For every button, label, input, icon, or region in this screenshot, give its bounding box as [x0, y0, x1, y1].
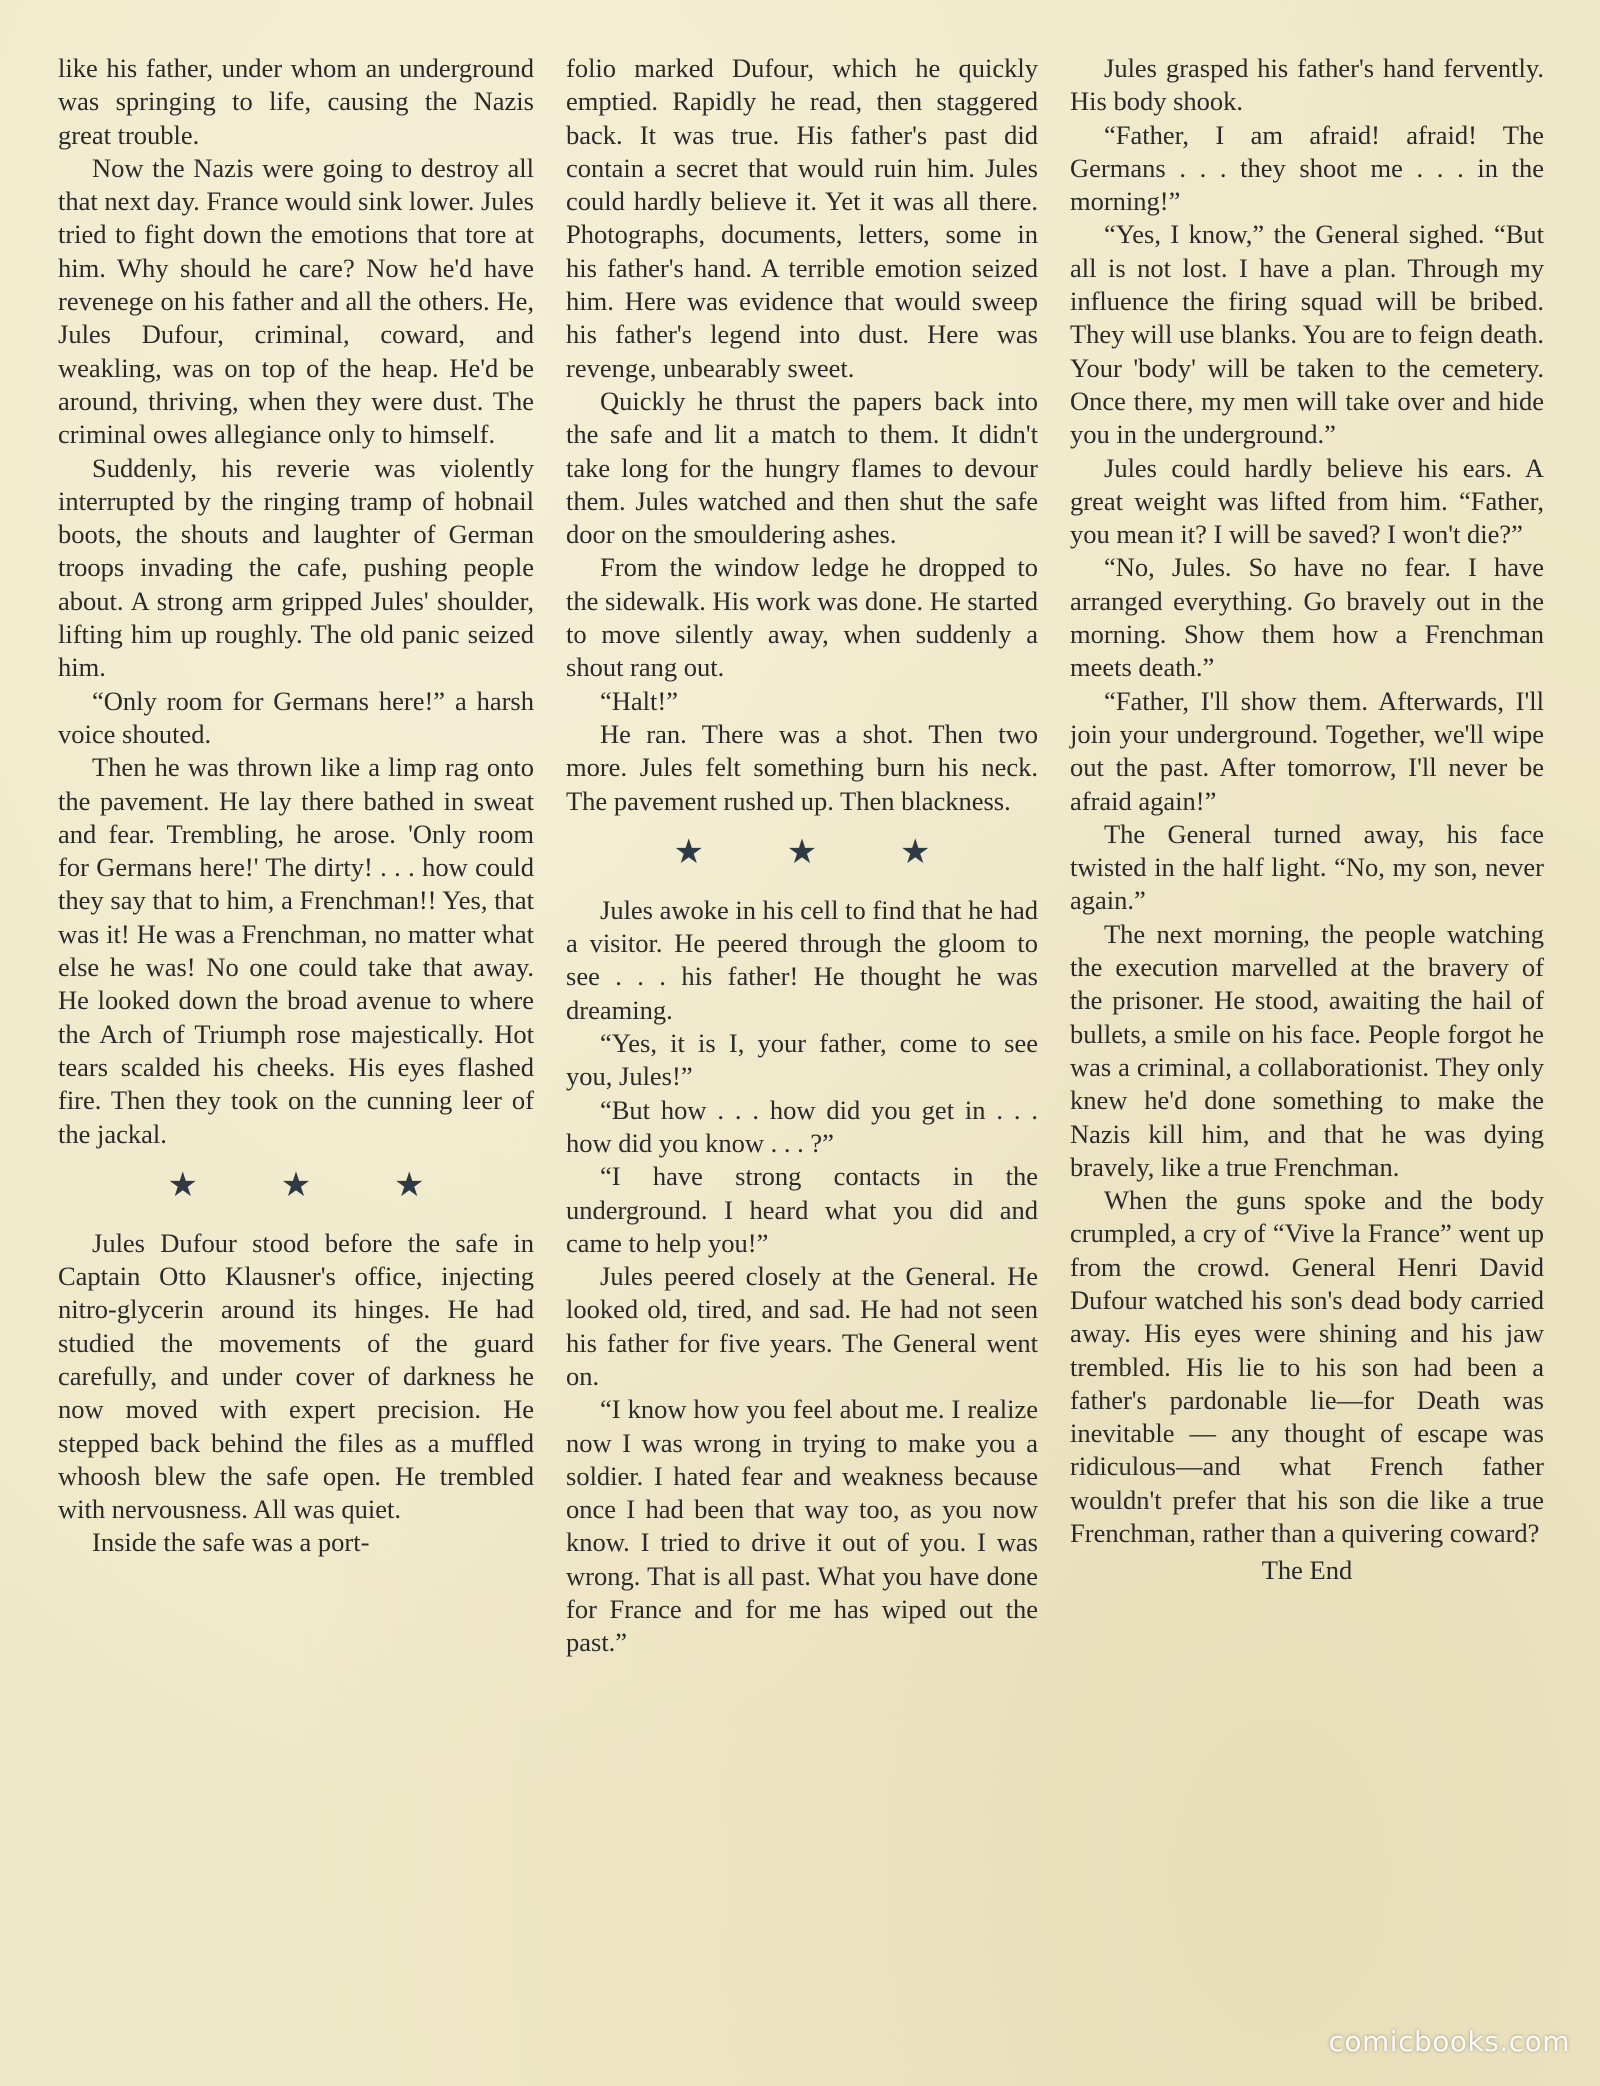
paragraph: He ran. There was a shot. Then two more. Jules felt something burn his neck. The pavement rushed up. Then blackness. — [566, 718, 1038, 816]
text-column-2 — [566, 52, 1038, 1660]
paragraph: The next morning, the people watching the execution marvelled at the bravery of the prisoner. He stood, awaiting the hail of bullets, a smile on his face. People forgot he was a criminal, a collaborationist. They only knew he'd done something to make the Nazis kill him, and that he was dying bravely, like a true Frenchman. — [1070, 918, 1544, 1182]
paragraph: Jules peered closely at the General. He looked old, tired, and sad. He had not seen his father for five years. The General went on. — [566, 1261, 1038, 1391]
text-column-1 — [58, 52, 534, 1560]
paragraph: Now the Nazis were going to destroy all that next day. France would sink lower. Jules tried to fight down the emotions that tore at him. Why should he care? Now he'd have revenege on his father and all the others. He, Jules Dufour, criminal, coward, and weakling, was on top of the heap. He'd be around, thriving, when they were dust. The criminal owes allegiance only to himself. — [58, 152, 534, 450]
paragraph: “Halt!” — [600, 685, 678, 716]
paragraph: The General turned away, his face twisted in the half light. “No, my son, never again.” — [1070, 818, 1544, 916]
paragraph: “Yes, it is I, your father, come to see you, Jules!” — [566, 1028, 1038, 1092]
paragraph: “I know how you feel about me. I realize now I was wrong in trying to make you a soldier. I hated fear and weakness because once I had been that way too, as you now know. I tried to drive it out of you. I was wrong. That is all past. What you have done for France and for me has wiped out the past.” — [566, 1394, 1038, 1658]
paragraph: “Father, I'll show them. Afterwards, I'll join your underground. Together, we'll wipe out the past. After tomorrow, I'll never be afraid again!” — [1070, 685, 1544, 816]
paragraph: Then he was thrown like a limp rag onto the pavement. He lay there bathed in sweat and fear. Trembling, he arose. 'Only room for Germans here!' The dirty! . . . how could they say that to him, a Frenchman!! Yes, that was it! He was a Frenchman, no matter what else he was! No one could take that away. He looked down the broad avenue to where the Arch of Triumph rose majestically. Hot tears scalded his cheeks. His eyes flashed fire. Then they took on the cunning leer of the jackal. — [58, 752, 534, 1149]
paragraph: Jules grasped his father's hand fervently. His body shook. — [1070, 53, 1544, 117]
story-end-label: The End — [1261, 1555, 1353, 1586]
paragraph: From the window ledge he dropped to the sidewalk. His work was done. He started to move silently away, when suddenly a shout rang out. — [566, 552, 1038, 683]
paragraph: folio marked Dufour, which he quickly emptied. Rapidly he read, then staggered back. It was true. His father's past did contain a secret that would ruin him. Jules could hardly believe it. Yet it was all there. Photographs, documents, letters, some in his father's hand. A terrible emotion seized him. Here was evidence that would sweep his father's legend into dust. Here was revenge, unbearably sweet. — [566, 53, 1038, 383]
paragraph: Suddenly, his reverie was violently interrupted by the ringing tramp of hobnail boots, the shouts and laughter of German troops invading the cafe, pushing people about. A strong arm gripped Jules' shoulder, lifting him up roughly. The old panic seized him. — [58, 452, 534, 683]
paragraph: “But how . . . how did you get in . . . how did you know . . . ?” — [566, 1094, 1038, 1158]
paragraph: “Only room for Germans here!” a harsh voice shouted. — [58, 685, 534, 749]
paragraph: “Yes, I know,” the General sighed. “But all is not lost. I have a plan. Through my influence the firing squad will be bribed. They will use blanks. You are to feign death. Your 'body' will be taken to the cemetery. Once there, my men will take over and hide you in the underground.” — [1070, 219, 1544, 450]
paragraph: Quickly he thrust the papers back into the safe and lit a match to them. It didn't take long for the hungry flames to devour them. Jules watched and then shut the safe door on the smouldering ashes. — [566, 385, 1038, 550]
scene-break-stars: ★ ★ ★ — [673, 831, 967, 872]
paragraph: Jules awoke in his cell to find that he had a visitor. He peered through the gloom to see . . . his father! He thought he was dreaming. — [566, 894, 1038, 1025]
site-watermark: comicbooks.com — [1328, 2025, 1570, 2058]
paragraph: Jules Dufour stood before the safe in Captain Otto Klausner's office, injecting nitro-glycerin around its hinges. He had studied the movements of the guard carefully, and under cover of darkness he now moved with expert precision. He stepped back behind the files as a muffled whoosh blew the safe open. He trembled with nervousness. All was quiet. — [58, 1227, 534, 1525]
paragraph: “No, Jules. So have no fear. I have arranged everything. Go bravely out in the morning. Show them how a Frenchman meets death.” — [1070, 552, 1544, 683]
text-column-3 — [1070, 52, 1544, 1588]
paragraph: like his father, under whom an underground was springing to life, causing the Nazis great trouble. — [58, 53, 534, 150]
scene-break-stars: ★ ★ ★ — [167, 1164, 461, 1205]
paragraph: Inside the safe was a port- — [92, 1527, 370, 1558]
paragraph: “Father, I am afraid! afraid! The Germans . . . they shoot me . . . in the morning!” — [1070, 119, 1544, 217]
paragraph: “I have strong contacts in the underground. I heard what you did and came to help you!” — [566, 1161, 1038, 1258]
paragraph: When the guns spoke and the body crumpled, a cry of “Vive la France” went up from the crowd. General Henri David Dufour watched his son's dead body carried away. His eyes were shining and his jaw trembled. His lie to his son had been a father's pardonable lie—for Death was inevitable — any thought of escape was ridiculous—and what French father wouldn't prefer that his son die like a true Frenchman, rather than a quivering coward? — [1070, 1185, 1544, 1549]
paragraph: Jules could hardly believe his ears. A great weight was lifted from him. “Father, you mean it? I will be saved? I won't die?” — [1070, 452, 1544, 550]
